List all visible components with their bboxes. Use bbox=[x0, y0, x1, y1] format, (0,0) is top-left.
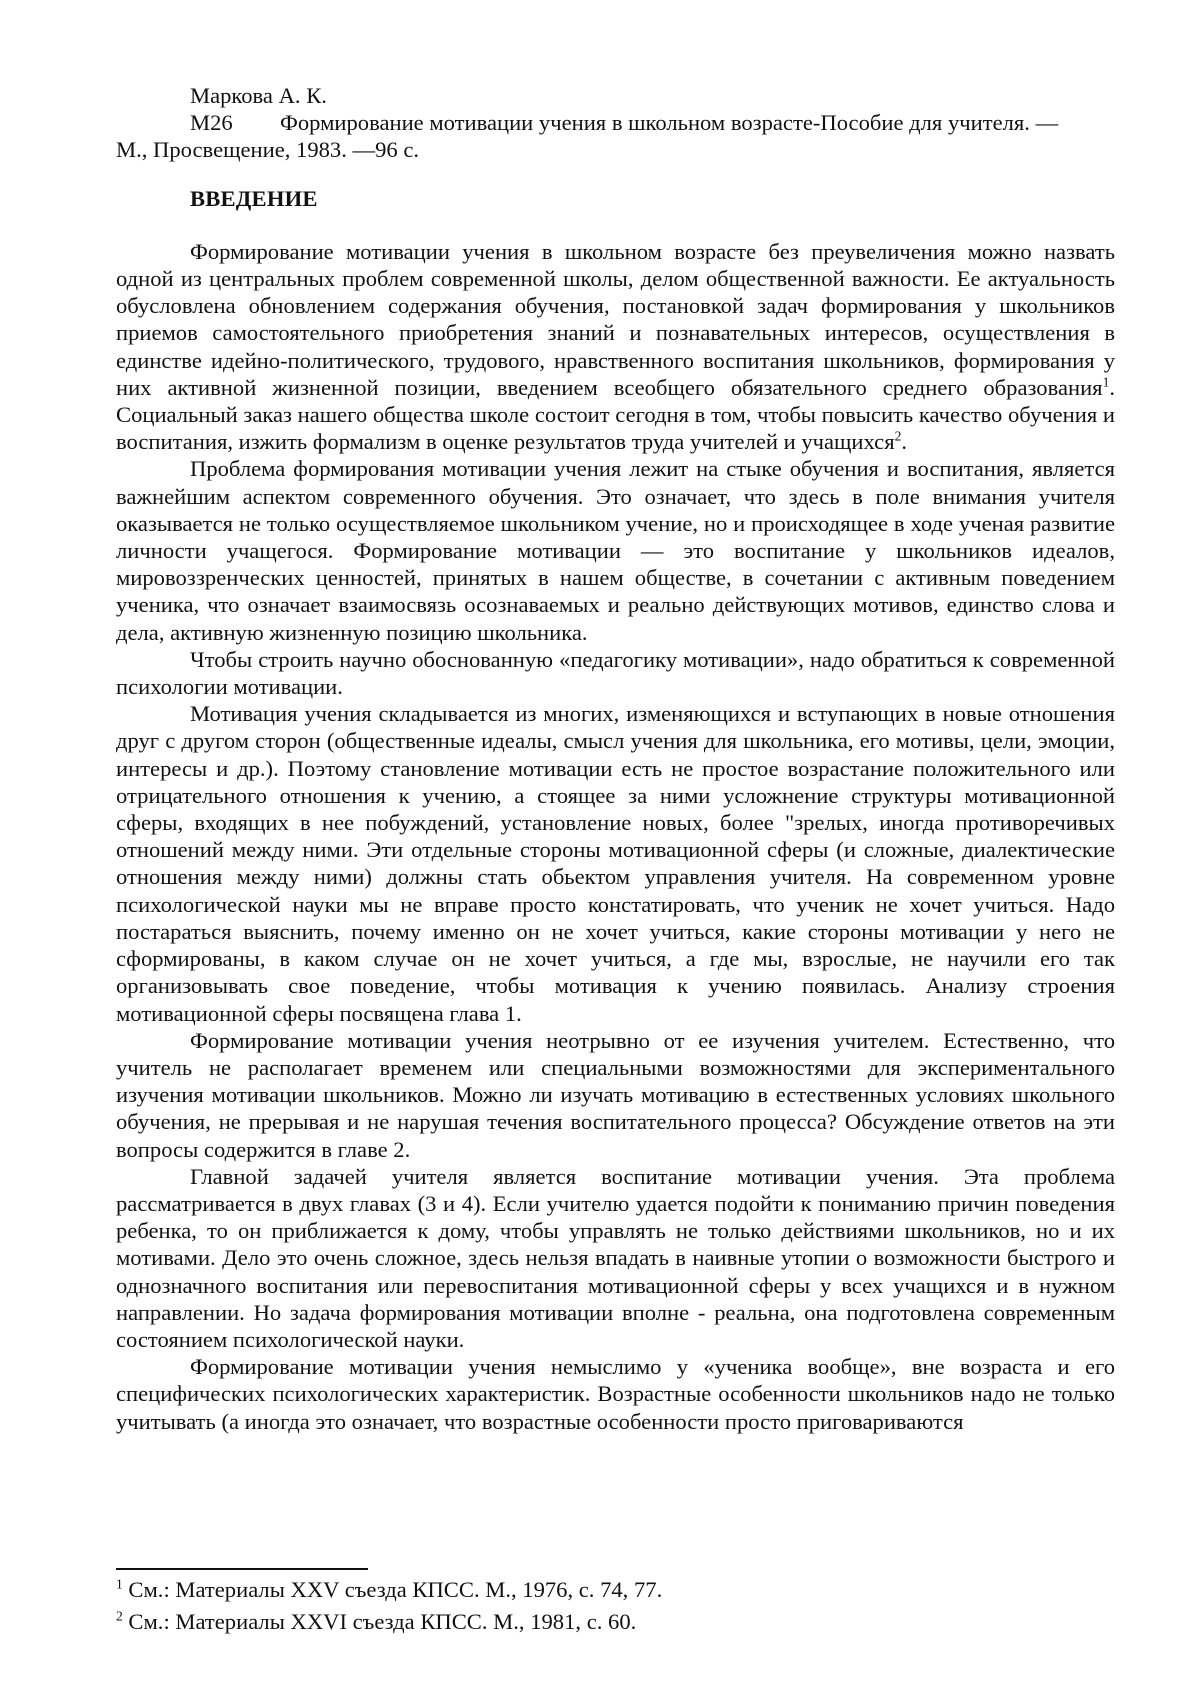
publisher-line: М., Просвещение, 1983. —96 с. bbox=[116, 137, 420, 163]
footnotes bbox=[116, 1568, 1115, 1638]
paragraph: Чтобы строить научно обоснованную «педагогику мотивации», надо обратиться к современной психологии мотивации. bbox=[116, 646, 1115, 700]
footnote bbox=[116, 1606, 1115, 1638]
paragraph-text: Формирование мотивации учения в школьном возрасте без преувеличения можно назвать одной из центральных проблем современной школы, делом общественной важности. Ее актуальность обусловлена обновлением содержания обучения, постановкой задач формирования у школьников приемов самостоятельного приобретения знаний и познавательных интересов, осуществления в единстве идейно-политического, трудового, нравственного воспитания школьников, формирования у них активной жизненной позиции, введением всеобщего обязательного среднего образования bbox=[116, 238, 1115, 400]
section-heading: ВВЕДЕНИЕ bbox=[190, 185, 318, 211]
book-title: Формирование мотивации учения в школьном возрасте-Пособие для учителя. — bbox=[280, 110, 1059, 136]
paragraph: Формирование мотивации учения немыслимо у «ученика вообще», вне возраста и его специфических психологических характеристик. Возрастные особенности школьников надо не только учитывать (а иногда это означает, что возрастные особенности просто приговариваются bbox=[116, 1354, 1115, 1434]
footnote bbox=[116, 1574, 1115, 1606]
paragraph: Формирование мотивации учения неотрывно от ее изучения учителем. Естественно, что учитель не располагает временем или специальными возможностями для экспериментального изучения мотивации школьников. Можно ли изучать мотивацию в естественных условиях школьного обучения, не прерывая и не нарушая течения воспитательного процесса? Обсуждение ответов на эти вопросы содержится в главе 2. bbox=[116, 1027, 1115, 1162]
paragraph-text: . bbox=[901, 429, 908, 455]
paragraph: Главной задачей учителя является воспитание мотивации учения. Эта проблема рассматривается в двух главах (3 и 4). Если учителю удается подойти к пониманию причин поведения ребенка, то он приближается к дому, чтобы управлять не только действиями школьников, но и их мотивами. Дело это очень сложное, здесь нельзя впадать в наивные утопии о возможности быстрого и однозначного воспитания или перевоспитания мотивационной сферы у всех учащихся и в нужном направлении. Но задача формирования мотивации вполне - реальна, она подготовлена современным состоянием психологической науки. bbox=[116, 1163, 1115, 1352]
paragraph: Мотивация учения складывается из многих, изменяющихся и вступающих в новые отношения друг с другом сторон (общественные идеалы, смысл учения для школьника, его мотивы, цели, эмоции, интересы и др.). Поэтому становление мотивации есть не простое возрастание положительного или отрицательного отношения к учению, а стоящее за ними усложнение структуры мотивационной сферы, входящих в нее побуждений, установление новых, более "зрелых, иногда противоречивых отношений между ними. Эти отдельные стороны мотивационной сферы (и сложные, диалектические отношения между ними) должны стать обьектом управления учителя. На современном уровне психологической науки мы не вправе просто констатировать, что ученик не хочет учиться. Надо постараться выяснить, почему именно он не хочет учиться, какие стороны мотивации у него не сформированы, в каком случае он не хочет учиться, а где мы, взрослые, не научили его так организовывать свое поведение, чтобы мотивация к учению появилась. Анализу строения мотивационной сферы посвящена глава 1. bbox=[116, 701, 1115, 1026]
catalog-code: М26 bbox=[190, 110, 233, 136]
author-line: Маркова А. К. bbox=[190, 83, 327, 108]
footnote-mark: 1 bbox=[116, 1576, 123, 1592]
body-text bbox=[116, 238, 1115, 1435]
footnote-text: См.: Материалы XXVI съезда КПСС. М., 1981, с. 60. bbox=[122, 1609, 637, 1634]
footnote-ref: 2 bbox=[894, 428, 902, 444]
footnote-mark: 2 bbox=[116, 1608, 123, 1624]
footnote-ref: 1 bbox=[1102, 374, 1110, 390]
footnote-text: См.: Материалы XXV съезда КПСС. М., 1976, с. 74, 77. bbox=[122, 1577, 663, 1602]
footnote-divider bbox=[116, 1568, 368, 1570]
paragraph: Проблема формирования мотивации учения лежит на стыке обучения и воспитания, является важнейшим аспектом современного обучения. Это означает, что здесь в поле внимания учителя оказывается не только осуществляемое школьником учение, но и происходящее в ходе ученая развитие личности учащегося. Формирование мотивации — это воспитание у школьников идеалов, мировоззренческих ценностей, принятых в нашем обществе, в сочетании с активным поведением ученика, что означает взаимосвязь осознаваемых и реально действующих мотивов, единство слова и дела, активную жизненную позицию школьника. bbox=[116, 456, 1115, 645]
paragraph bbox=[116, 238, 1115, 456]
catalog-line bbox=[116, 109, 1115, 136]
paragraph-text: . Социальный заказ нашего общества школе состоит сегодня в том, чтобы повысить качество обучения и воспитания, изжить формализм в оценке результатов труда учителей и учащихся bbox=[116, 374, 1115, 455]
